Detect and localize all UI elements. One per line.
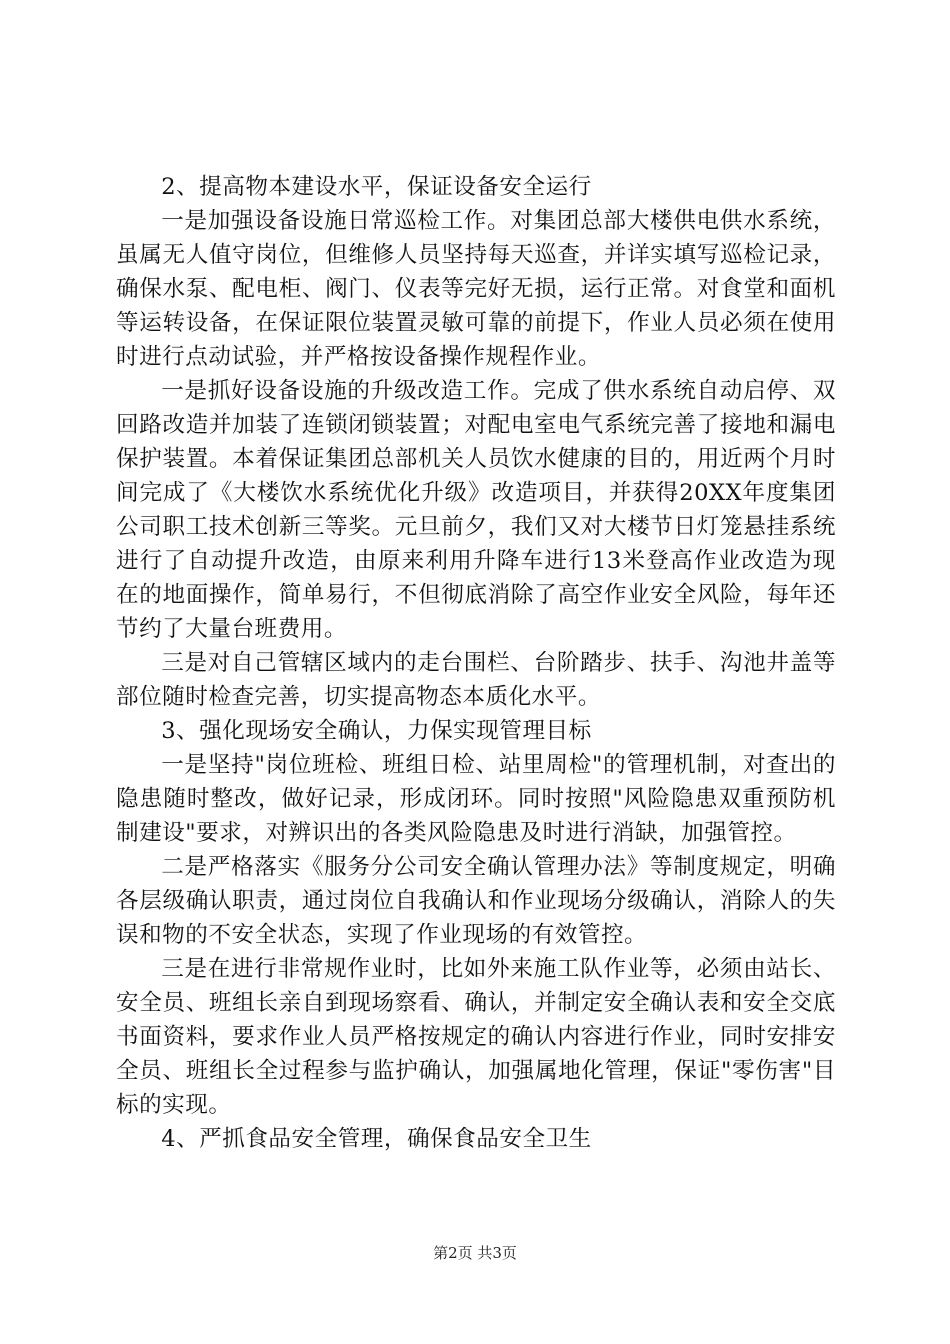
paragraph-daily-inspection: 一是加强设备设施日常巡检工作。对集团总部大楼供电供水系统，虽属无人值守岗位，但维修人员坚持每天巡查，并详实填写巡检记录，确保水泵、配电柜、阀门、仪表等完好无损，运行正常。对食堂和面机等运转设备，在保证限位装置灵敏可靠的前提下，作业人员必须在使用时进行点动试验，并严格按设备操作规程作业。 (116, 208, 836, 370)
paragraph-confirmation-rules: 二是严格落实《服务分公司安全确认管理办法》等制度规定，明确各层级确认职责，通过岗位自我确认和作业现场分级确认，消除人的失误和物的不安全状态，实现了作业现场的有效管控。 (116, 854, 836, 948)
paragraph-upgrade-renovation: 一是抓好设备设施的升级改造工作。完成了供水系统自动启停、双回路改造并加装了连锁闭锁装置；对配电室电气系统完善了接地和漏电保护装置。本着保证集团总部机关人员饮水健康的目的，用近两个月时间完成了《大楼饮水系统优化升级》改造项目，并获得20XX年度集团公司职工技术创新三等奖。元旦前夕，我们又对大楼节日灯笼悬挂系统进行了自动提升改造，由原来利用升降车进行13米登高作业改造为现在的地面操作，简单易行，不但彻底消除了高空作业安全风险，每年还节约了大量台班费用。 (116, 378, 836, 642)
section-heading-2: 2、提高物本建设水平，保证设备安全运行 (161, 174, 592, 200)
paragraph-nonroutine-work: 三是在进行非常规作业时，比如外来施工队作业等，必须由站长、安全员、班组长亲自到现场察看、确认，并制定安全确认表和安全交底书面资料，要求作业人员严格按规定的确认内容进行作业，同时安排安全员、班组长全过程参与监护确认，加强属地化管理，保证"零伤害"目标的实现。 (116, 956, 836, 1118)
document-body (116, 170, 836, 1156)
section-heading-4: 4、严抓食品安全管理，确保食品安全卫生 (161, 1126, 592, 1152)
paragraph-area-inspection: 三是对自己管辖区域内的走台围栏、台阶踏步、扶手、沟池井盖等部位随时检查完善，切实提高物态本质化水平。 (116, 650, 836, 710)
section-heading-3: 3、强化现场安全确认，力保实现管理目标 (161, 718, 592, 744)
paragraph-inspection-mechanism: 一是坚持"岗位班检、班组日检、站里周检"的管理机制，对查出的隐患随时整改，做好记录，形成闭环。同时按照"风险隐患双重预防机制建设"要求，对辨识出的各类风险隐患及时进行消缺，加强管控。 (116, 752, 836, 846)
page-number-footer: 第2页 共3页 (433, 1244, 517, 1262)
